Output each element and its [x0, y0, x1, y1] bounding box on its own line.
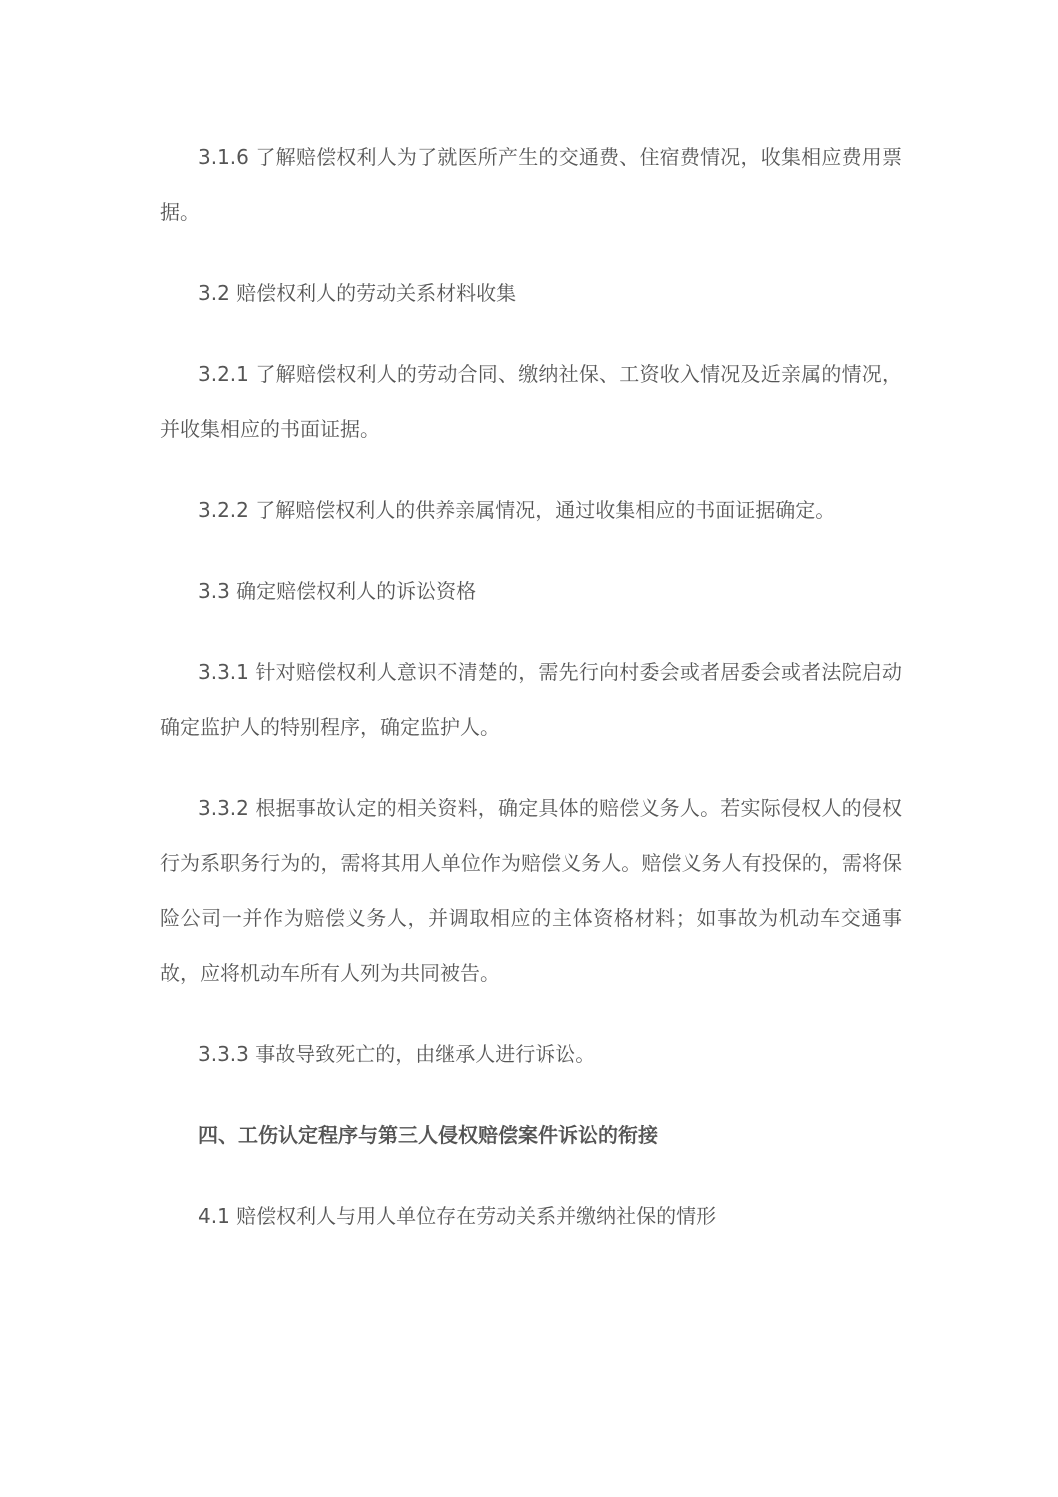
paragraph-3-3-3: 3.3.3 事故导致死亡的，由继承人进行诉讼。: [198, 1042, 596, 1066]
paragraph-3-1-6: 3.1.6 了解赔偿权利人为了就医所产生的交通费、住宿费情况，收集相应费用票据。: [160, 145, 902, 224]
section-heading-3-2: 3.2 赔偿权利人的劳动关系材料收集: [198, 281, 517, 305]
paragraph-3-3-2: 3.3.2 根据事故认定的相关资料，确定具体的赔偿义务人。若实际侵权人的侵权行为系职务行为的，需将其用人单位作为赔偿义务人。赔偿义务人有投保的，需将保险公司一并作为赔偿义务人，并调取相应的主体资格材料；如事故为机动车交通事故，应将机动车所有人列为共同被告。: [160, 796, 902, 985]
section-heading-4-1: 4.1 赔偿权利人与用人单位存在劳动关系并缴纳社保的情形: [198, 1204, 717, 1228]
chapter-heading-4: 四、工伤认定程序与第三人侵权赔偿案件诉讼的衔接: [198, 1123, 658, 1147]
section-heading-3-3: 3.3 确定赔偿权利人的诉讼资格: [198, 579, 477, 603]
paragraph-3-2-2: 3.2.2 了解赔偿权利人的供养亲属情况，通过收集相应的书面证据确定。: [198, 498, 836, 522]
paragraph-3-2-1: 3.2.1 了解赔偿权利人的劳动合同、缴纳社保、工资收入情况及近亲属的情况，并收集相应的书面证据。: [160, 362, 902, 441]
document-page: [160, 130, 902, 1244]
paragraph-3-3-1: 3.3.1 针对赔偿权利人意识不清楚的，需先行向村委会或者居委会或者法院启动确定监护人的特别程序，确定监护人。: [160, 660, 902, 739]
